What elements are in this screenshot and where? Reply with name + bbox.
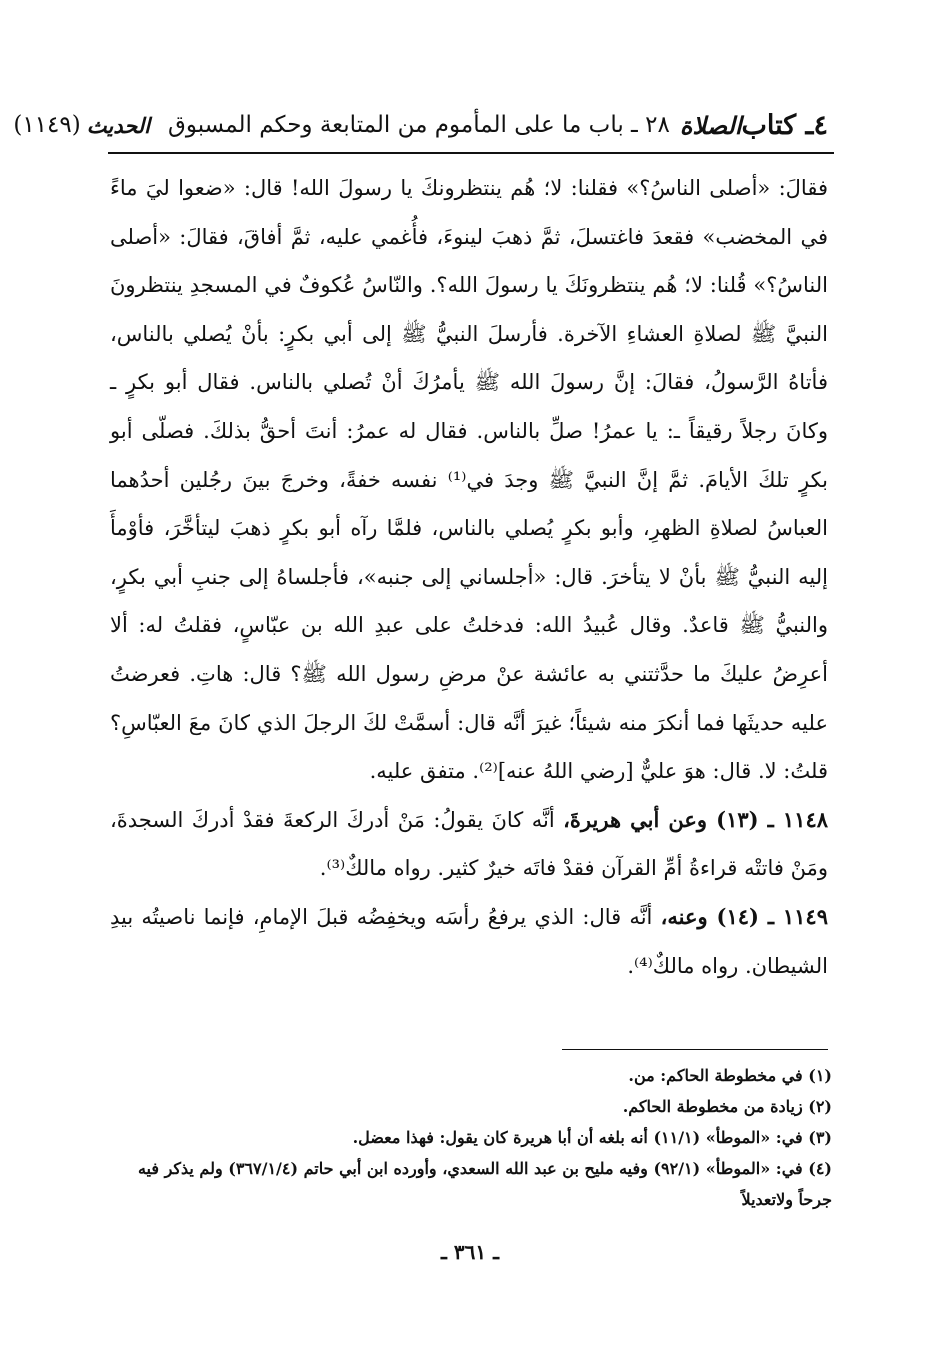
footnote-3: (٣) في: «الموطأ» (١١/١) أنه بلغه أن أبا هريرة كان يقول: فهذا معضل. (352, 1128, 832, 1147)
footnote-4: (٤) في: «الموطأ» (٩٢/١) وفيه مليح بن عبد الله السعدي، وأورده ابن أبي حاتم (٣٦٧/١/٤) ولم يذكر فيه جرحاً ولاتعديلاً (137, 1159, 832, 1209)
hadith-1149-heading: ١١٤٩ ـ (١٤) وعنه، (660, 903, 828, 929)
hadith-continuation: فقالَ: «أصلى الناسُ؟» فقلنا: لا؛ هُم ينتظرونكَ يا رسولَ الله! قال: «ضعوا ليَ ماءً في المخضب» فقعدَ فاغتسلَ، ثمَّ ذهبَ لينوءَ، فأُغمي عليه، ثمَّ أفاقَ، فقالَ: «أصلى الناسُ؟» قُلنا: لا؛ هُم ينتظرونَكَ يا رسولَ الله؟. والنّاسُ عُكوفٌ في المسجدِ ينتظرونَ النبيَّ ﷺ لصلاةِ العشاءِ الآخرة. فأرسلَ النبيُّ ﷺ إلى أبي بكرٍ: بأنْ يُصلي بالناس، فأتاهُ الرَّسولُ، فقالَ: إنَّ رسولَ الله ﷺ يأمرُكَ أنْ تُصلي بالناس. فقال أبو بكرٍ ـ وكانَ رجلاً رقيقاً ـ: يا عمرُ! صلِّ بالناس. فقال له عمرُ: أنتَ أحقُّ بذلكَ. فصلّى أبو بكرٍ تلكَ الأيامَ. ثمَّ إنَّ النبيَّ ﷺ وجدَ في⁽¹⁾ نفسه خفةً، وخرجَ بينَ رجُلين أحدُهما العباسُ لصلاةِ الظهرِ، وأبو بكرٍ يُصلي بالناس، فلمَّا رآه أبو بكرٍ ذهبَ ليتأخَّرَ، فأوْمأَ إليه النبيُّ ﷺ بأنْ لا يتأخرَ. قال: «أجلساني إلى جنبه»، فأجلساهُ إلى جنبِ أبي بكرٍ، والنبيُّ ﷺ قاعدٌ. وقال عُبيدُ الله: فدخلتُ على عبدِ الله بن عبّاسٍ، فقلتُ له: ألا أعرِضُ عليكَ ما حدَّثتني به عائشة عنْ مرضِ رسول الله ﷺ؟ قال: هاتِ. فعرضتُ عليه حديثَها فما أنكرَ منه شيئاً؛ غيرَ أنَّه قال: أسمَّتْ لكَ الرجلَ الذي كانَ معَ العبّاسِ؟ قلتُ: لا. قال: هوَ عليٌّ [رضي اللهُ عنه]⁽²⁾. متفق عليه. (110, 176, 829, 784)
header-hadith-label: الحديث (86, 112, 151, 138)
header-hadith-number: (١١٤٩) (13, 112, 81, 138)
hadith-1148-text: أنَّه كانَ يقولُ: مَنْ أدركَ الركعةَ فقدْ أدركَ السجدةَ، ومَنْ فاتتْه قراءةُ أمِّ القرآن فقدْ فاتَه خيرٌ كثير. رواه مالكٌ⁽³⁾. (110, 807, 828, 881)
footnote-1: (١) في مخطوطة الحاكم: من. (628, 1066, 832, 1085)
footnote-2: (٢) زيادة من مخطوطة الحاكم. (622, 1097, 832, 1116)
footnotes (112, 1060, 832, 1240)
header-rule (108, 152, 834, 154)
page-number: ـ ٣٦١ ـ (441, 1240, 499, 1264)
hadith-1149 (110, 893, 828, 990)
header-section-title: ٢٨ ـ باب ما على المأموم من المتابعة وحكم المسبوق (168, 112, 670, 138)
hadith-1149-text: أنَّه قال: الذي يرفعُ رأسَه ويخفِضُه قبلَ الإمامِ، فإنما ناصيتُه بيدِ الشيطان. رواه مالكٌ⁽⁴⁾. (110, 904, 828, 978)
header-book-title: الصلاة (679, 110, 742, 140)
footnote-separator (562, 1049, 828, 1050)
main-text (110, 164, 828, 1044)
header-chapter: ٤ـ كتاب (741, 109, 828, 141)
hadith-1148-heading: ١١٤٨ ـ (١٣) وعن أبي هريرةَ، (563, 806, 829, 832)
hadith-1148 (110, 796, 828, 893)
running-header (13, 100, 828, 150)
